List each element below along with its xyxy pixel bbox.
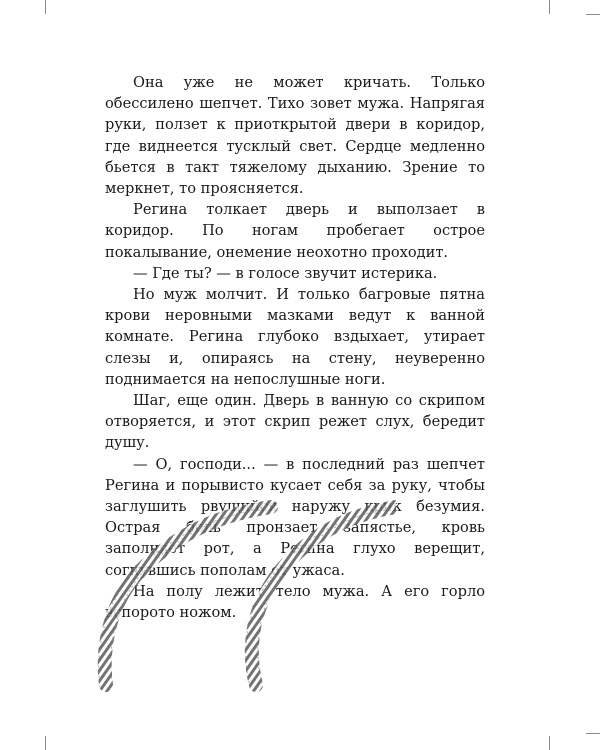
paragraph: Но муж молчит. И только багровые пятна крови неровными мазками ведут к ванной комнате. Регина глубоко вздыхает, утирает слезы и, опираясь на стену, неуверенно поднимается на непослушные ноги. <box>105 286 485 388</box>
crop-mark-right-top <box>586 14 600 15</box>
paragraph: На полу лежит тело мужа. А его горло вспорото ножом. <box>105 582 485 622</box>
paragraph: Она уже не может кричать. Только обессилено шепчет. Тихо зовет мужа. Напрягая руки, ползет к приоткрытой двери в коридор, где виднеется тусклый свет. Сердце медленно бьется в такт тяжелому дыханию. Зрение то меркнет, то проясняется. <box>105 74 485 198</box>
crop-mark-top-left <box>45 0 46 14</box>
paragraph: Шаг, еще один. Дверь в ванную со скрипом отворяется, и этот скрип режет слух, бередит душу. <box>105 392 485 452</box>
crop-mark-right-bottom <box>586 733 600 734</box>
paragraph: — Где ты? — в голосе звучит истерика. <box>133 264 438 282</box>
paragraph: Регина толкает дверь и выползает в коридор. По ногам пробегает острое покалывание, онемение неохотно проходит. <box>105 201 485 261</box>
tire-tracks-illustration <box>96 495 396 695</box>
crop-mark-bottom-right <box>549 736 550 750</box>
crop-mark-bottom-left <box>45 736 46 750</box>
paragraph: — О, господи... — в последний раз шепчет Регина и порывисто кусает себя за руку, чтобы заглушить рвущийся наружу крик безумия. Острая боль пронзает запястье, кровь заполняет рот, а Регина глухо верещит, согнувшись пополам от ужаса. <box>105 455 485 579</box>
tire-track-right <box>252 507 396 685</box>
crop-mark-top-right <box>549 0 550 14</box>
